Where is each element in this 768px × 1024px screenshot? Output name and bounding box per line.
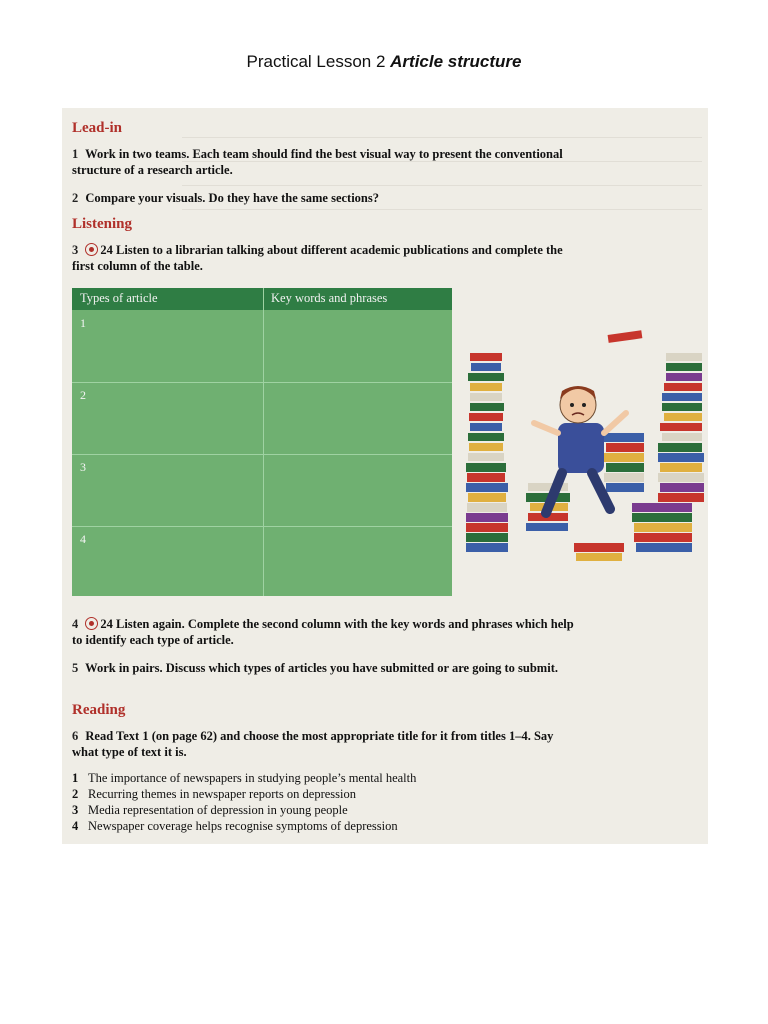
table-row-number: 1 (80, 316, 86, 330)
task-6-number: 6 (72, 729, 79, 743)
task-4 (72, 616, 582, 648)
list-item-number: 2 (72, 787, 79, 801)
title-emphasis: Article structure (390, 52, 522, 71)
task-3-text: Listen to a librarian talking about different academic publications and complete the first column of the table. (72, 243, 563, 273)
list-item-text: Newspaper coverage helps recognise symptoms of depression (88, 819, 398, 833)
table-row-number: 2 (80, 388, 86, 402)
books-illustration (462, 313, 708, 563)
task-6 (72, 728, 582, 760)
task-2-text: Compare your visuals. Do they have the same sections? (85, 191, 380, 205)
audio-cd-icon (85, 243, 98, 256)
table-header-keywords: Key words and phrases (271, 291, 388, 305)
lead-in-heading: Lead-in (72, 120, 123, 136)
table-row-divider (72, 454, 452, 455)
task-2-number: 2 (72, 191, 79, 205)
audio-cd-icon (85, 617, 98, 630)
task-2 (72, 190, 582, 206)
list-item-text: The importance of newspapers in studying people’s mental health (88, 771, 417, 785)
task-4-text: Listen again. Complete the second column with the key words and phrases which help to identify each type of article. (72, 617, 574, 647)
list-item-number: 1 (72, 771, 79, 785)
task-5-number: 5 (72, 661, 79, 675)
listening-heading: Listening (72, 216, 133, 232)
scanned-textbook-page (62, 108, 708, 844)
track-number: 24 (100, 243, 113, 257)
list-item (72, 786, 416, 802)
task-1 (72, 146, 582, 178)
table-row-number: 3 (80, 460, 86, 474)
table-column-divider (263, 288, 264, 596)
list-item-number: 3 (72, 803, 79, 817)
title-plain: Practical Lesson 2 (246, 52, 386, 71)
task-6-text: Read Text 1 (on page 62) and choose the most appropriate title for it from titles 1–4. Say what type of text it is. (72, 729, 554, 759)
table-row-divider (72, 526, 452, 527)
task-5-text: Work in pairs. Discuss which types of articles you have submitted or are going to submit. (85, 661, 558, 675)
list-item-text: Recurring themes in newspaper reports on depression (88, 787, 356, 801)
list-item (72, 818, 416, 834)
task-4-number: 4 (72, 617, 79, 631)
task-3 (72, 242, 582, 274)
list-item-number: 4 (72, 819, 79, 833)
list-item (72, 770, 416, 786)
title-options-list (72, 770, 416, 834)
document-title (0, 52, 768, 72)
task-1-number: 1 (72, 147, 79, 161)
table-header-types: Types of article (80, 291, 158, 305)
article-types-table (72, 288, 452, 596)
table-row-number: 4 (80, 532, 86, 546)
table-row-divider (72, 382, 452, 383)
task-5 (72, 660, 582, 676)
track-number: 24 (100, 617, 113, 631)
list-item-text: Media representation of depression in young people (88, 803, 348, 817)
task-3-number: 3 (72, 243, 79, 257)
task-1-text: Work in two teams. Each team should find the best visual way to present the conventional structure of a research article. (72, 147, 563, 177)
list-item (72, 802, 416, 818)
reading-heading: Reading (72, 702, 126, 718)
